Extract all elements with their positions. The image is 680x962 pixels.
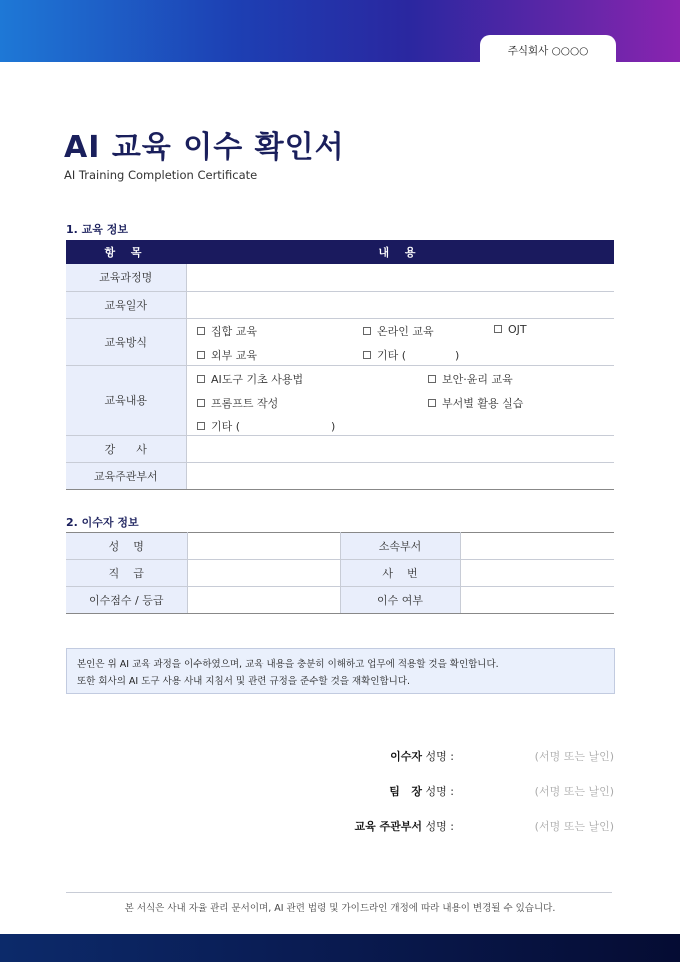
signature-placeholder[interactable]: (서명 또는 날인): [534, 750, 614, 763]
checkbox-icon: [363, 327, 371, 335]
option-ojt[interactable]: [494, 323, 527, 336]
option-prompt-writing[interactable]: [197, 395, 278, 411]
notice-line-2: 또한 회사의 AI 도구 사용 사내 지침서 및 관련 규정을 준수할 것을 재확인합니다.: [77, 676, 411, 687]
option-external-training[interactable]: [197, 347, 257, 363]
row-label-dept: 교육주관부서: [66, 462, 186, 489]
row-label-method: 교육방식: [66, 318, 186, 365]
option-method-other[interactable]: [363, 347, 459, 363]
department-field[interactable]: [460, 533, 614, 560]
option-ai-basics[interactable]: [197, 371, 303, 387]
option-group-training[interactable]: [197, 323, 257, 339]
option-label: 온라인 교육: [377, 325, 434, 338]
signature-label: 교육 주관부서 성명 :: [354, 820, 454, 833]
col-item-header: 항 목: [66, 240, 186, 264]
label-employee-id: 사 번: [340, 560, 460, 587]
footer-divider: [66, 892, 612, 893]
notice-line-1: 본인은 위 AI 교육 과정을 이수하였으며, 교육 내용을 충분히 이해하고 업무에 적용할 것을 확인합니다.: [77, 659, 499, 670]
checkbox-icon: [494, 325, 502, 333]
option-label: 기타 ( ): [377, 349, 460, 362]
row-label-date: 교육일자: [66, 291, 186, 318]
company-name: 주식회사 ○○○○: [507, 44, 589, 57]
checkbox-icon: [428, 399, 436, 407]
option-label: 외부 교육: [211, 349, 258, 362]
label-department: 소속부서: [340, 533, 460, 560]
label-score-grade: 이수점수 / 등급: [66, 587, 187, 614]
document-subtitle: AI Training Completion Certificate: [64, 168, 258, 182]
completion-status-field[interactable]: [460, 587, 614, 614]
label-completion-status: 이수 여부: [340, 587, 460, 614]
signature-row-dept: [0, 818, 680, 838]
checkbox-icon: [363, 351, 371, 359]
option-label: 보안·윤리 교육: [442, 373, 513, 386]
row-label-course-name: 교육과정명: [66, 264, 186, 291]
signature-placeholder[interactable]: (서명 또는 날인): [534, 785, 614, 798]
company-tab: [480, 35, 616, 65]
option-online-training[interactable]: [363, 323, 434, 339]
instructor-field[interactable]: [186, 435, 614, 462]
checkbox-icon: [197, 422, 205, 430]
option-security-ethics[interactable]: [428, 371, 513, 387]
option-label: 프롬프트 작성: [211, 397, 279, 410]
score-grade-field[interactable]: [187, 587, 340, 614]
option-label: OJT: [508, 323, 527, 336]
checkbox-icon: [197, 351, 205, 359]
checkbox-icon: [197, 327, 205, 335]
label-position: 직 급: [66, 560, 187, 587]
option-label: AI도구 기초 사용법: [211, 373, 304, 386]
label-name: 성 명: [66, 533, 187, 560]
document-title: AI 교육 이수 확인서: [64, 130, 345, 165]
trainee-info-table: [66, 532, 614, 614]
option-label: 집합 교육: [211, 325, 258, 338]
course-name-field[interactable]: [186, 264, 614, 291]
position-field[interactable]: [187, 560, 340, 587]
footer-gradient-bar: [0, 934, 680, 962]
date-field[interactable]: [186, 291, 614, 318]
signature-label: 팀 장 성명 :: [389, 785, 454, 798]
footer-note: 본 서식은 사내 자율 관리 문서이며, AI 관련 법령 및 가이드라인 개정에 따라 내용이 변경될 수 있습니다.: [124, 903, 556, 914]
row-label-content: 교육내용: [66, 365, 186, 435]
training-info-table: [66, 240, 614, 490]
confirmation-notice: [66, 648, 615, 694]
signature-placeholder[interactable]: (서명 또는 날인): [534, 820, 614, 833]
option-dept-practice[interactable]: [428, 395, 523, 411]
col-content-header: 내 용: [186, 240, 614, 264]
option-label: 기타 ( ): [211, 420, 336, 433]
row-label-instructor: 강 사: [66, 435, 186, 462]
signature-row-team-lead: [0, 783, 680, 803]
checkbox-icon: [197, 375, 205, 383]
signature-row-trainee: [0, 748, 680, 768]
dept-field[interactable]: [186, 462, 614, 489]
employee-id-field[interactable]: [460, 560, 614, 587]
checkbox-icon: [197, 399, 205, 407]
signature-label: 이수자 성명 :: [390, 750, 454, 763]
option-label: 부서별 활용 실습: [442, 397, 524, 410]
section1-heading: 1. 교육 정보: [66, 223, 128, 236]
checkbox-icon: [428, 375, 436, 383]
section2-heading: 2. 이수자 정보: [66, 516, 139, 529]
option-content-other[interactable]: [197, 418, 335, 434]
name-field[interactable]: [187, 533, 340, 560]
